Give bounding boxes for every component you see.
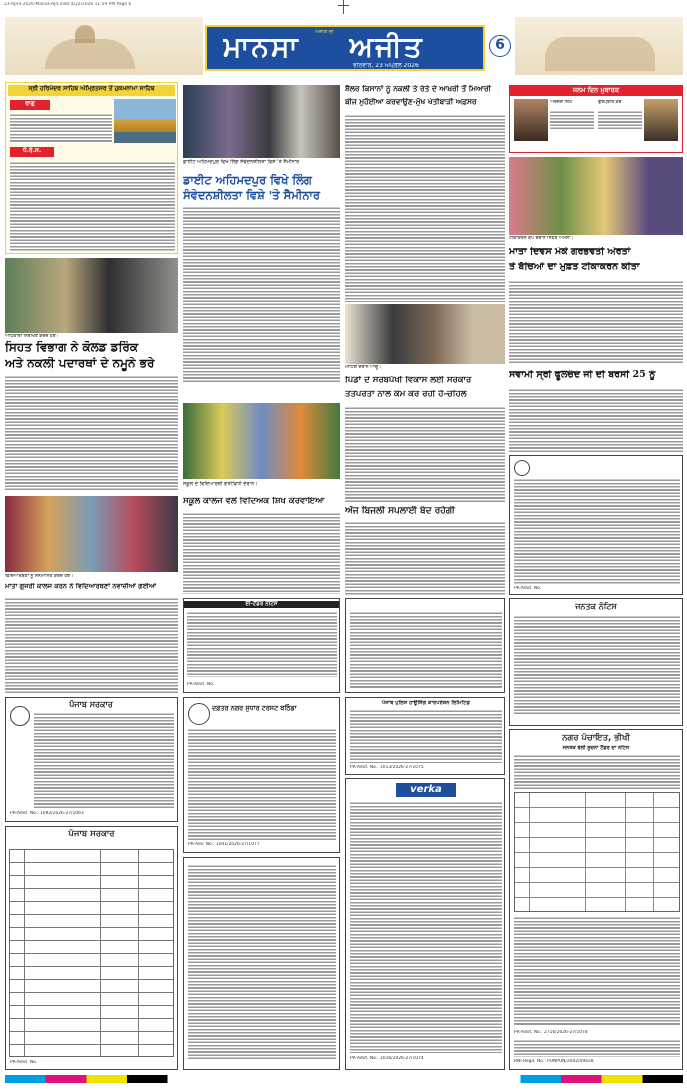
masthead xyxy=(5,17,683,75)
punjab-sarkar-title-2: ਪੰਜਾਬ ਸਰਕਾਰ xyxy=(68,829,115,839)
punjab-sarkar-body xyxy=(34,712,174,808)
power-body xyxy=(345,521,505,595)
masthead-tagline: ਅਜੀਤ ਦੀ xyxy=(315,30,334,35)
punjab-govt-emblem-icon xyxy=(10,706,30,726)
verka-logo: verka xyxy=(396,783,456,797)
punjab-sarkar-ad xyxy=(5,697,178,822)
nagar-panchayat-subtitle: ਜਨਤਕ ਬੋਲੀ ਸੂਚਨਾ ਟੈਂਡਰ ਦਾ ਨੋਟਿਸ xyxy=(562,745,630,751)
verka-ad xyxy=(345,778,505,1070)
apeal-body xyxy=(350,611,502,689)
health-headline-1: ਸਿਹਤ ਵਿਭਾਗ ਨੇ ਕੋਲਡ ਡਰਿੰਕ xyxy=(5,341,139,354)
farmers-photo xyxy=(345,304,505,364)
pr-adv-col4: PR-Advt. No. xyxy=(514,586,542,591)
officials-caption: ਅਧਿਕਾਰੀ ਨਿਰੀਖਣ ਕਰਦੇ ਹੋਏ। xyxy=(5,334,59,339)
vaccination-headline-2: ਤੇ ਬੱਚਿਆਂ ਦਾ ਮੁਫ਼ਤ ਟੀਕਾਕਰਨ ਕੀਤਾ xyxy=(509,262,640,272)
district-office-ad xyxy=(183,857,340,1070)
women-body xyxy=(5,597,178,693)
public-notice-ad xyxy=(509,598,683,726)
villages-headline-2: ਤਤਪਰਤਾ ਨਾਲ ਕੰਮ ਕਰ ਰਹੀ ਹੈ-ਚਹਿਲ xyxy=(345,390,467,399)
police-housing-body xyxy=(350,709,502,763)
pr-adv-5: PR-Advt. No.: 2716/2026-27/1078 xyxy=(514,1030,588,1035)
villages-headline-1: ਪਿੰਡਾਂ ਦੇ ਸਰਬਪੱਖੀ ਵਿਕਾਸ ਲਈ ਸਰਕਾਰ xyxy=(345,376,472,385)
pr-adv-4: PR-Advt. No.: 1016/2026-27/1074 xyxy=(350,1056,424,1061)
public-notice-body xyxy=(514,615,680,715)
verka-body xyxy=(350,801,502,1053)
slug-line: 23-April-2026-Mansa-Ajit.indd 4/22/2026 11:59 PM Page 6 xyxy=(4,2,132,7)
masthead-illustration-right xyxy=(515,17,683,75)
workshop-body xyxy=(183,206,340,382)
vaccination-body xyxy=(509,280,683,364)
apeal-ad xyxy=(345,598,505,693)
school-caption: ਸਕੂਲ ਦੇ ਵਿਦਿਆਰਥੀ ਗਤੀਵਿਧੀ ਦੌਰਾਨ। xyxy=(183,481,258,487)
power-headline: ਅੱਜ ਬਿਜਲੀ ਸਪਲਾਈ ਬੰਦ ਰਹੇਗੀ xyxy=(345,506,455,516)
women-headline: ਮਾਤਾ ਗੁਜਰੀ ਕਾਲਜ ਕਰਨ ਨੇ ਵਿਦਿਆਰਥਣਾਂ ਨਵਾਜ਼ੀਆਂ ਗਈਆਂ xyxy=(5,583,157,590)
farmers-headline-1: ਸ਼ੈਲਰ ਕਿਸਾਨਾਂ ਨੂੰ ਨਕਲੀ ਤੇ ਰੇਤੇ ਦੇ ਆਖ਼ਰੀ ਤੋਂ ਮਿਆਰੀ xyxy=(345,85,491,93)
hukamnama-title: ਸ੍ਰੀ ਹਰਿਮੰਦਰ ਸਾਹਿਬ ਅੰਮ੍ਰਿਤਸਰ ਤੋਂ ਹੁਕਮਨਾਮਾ ਸਾਹਿਬ xyxy=(8,85,175,96)
hukamnama-label-raag: ਰਾਗੁ xyxy=(10,100,50,110)
masthead-banner xyxy=(205,25,485,71)
birthday-name-2: ਗੁਰਪ੍ਰੀਤ ਕੌਰ xyxy=(598,100,622,105)
nagar-panchayat-title: ਨਗਰ ਪੰਚਾਇਤ, ਭੀਖੀ xyxy=(562,733,630,743)
rni-number: RNI Regd. No.: PUNPUN/2002/09428 xyxy=(514,1059,594,1064)
nagar-panchayat-body xyxy=(514,754,680,790)
masthead-title-left: ਮਾਨਸਾ xyxy=(223,31,300,63)
tender-notice-title: ਈ-ਟੈਂਡਰ ਨੋਟਿਸ xyxy=(184,601,339,608)
birthday-title: ਜਨਮ ਦਿਨ ਮੁਬਾਰਕ xyxy=(510,86,682,96)
vaccination-caption: ਟੀਕਾਕਰਨ ਕੈਂਪ ਦੌਰਾਨ ਸਿਹਤ ਅਮਲਾ। xyxy=(509,236,574,241)
farmers-caption: ਮੀਟਿੰਗ ਦੌਰਾਨ ਆਗੂ। xyxy=(345,365,382,370)
tender-table xyxy=(9,849,174,1057)
col4-notice-body xyxy=(514,478,680,584)
police-housing-title: ਪੰਜਾਬ ਪੁਲਿਸ ਹਾਊਸਿੰਗ ਕਾਰਪੋਰੇਸ਼ਨ ਲਿਮਿਟਿਡ xyxy=(382,700,470,706)
page-number-badge: 6 xyxy=(489,35,511,57)
trust-emblem-icon xyxy=(188,703,210,725)
hukamnama-text-2 xyxy=(10,161,175,251)
school-body xyxy=(183,512,340,594)
women-college-photo xyxy=(5,496,178,572)
school-headline: ਸਕੂਲ ਕਾਲਜ ਵਲੋਂ ਵਿਦਿਅਕ ਸ਼ਿਖ ਕਰਵਾਇਆ xyxy=(183,497,325,506)
pr-adv-3: PR-Advt. No.: 1013/2026-27/1075 xyxy=(350,765,424,770)
masthead-title-right: ਅਜੀਤ xyxy=(349,31,424,63)
officials-photo xyxy=(5,258,178,333)
pr-adv-footer-left: PR-Advt. No. xyxy=(10,1060,38,1065)
pr-adv-1: PR-Advt. No.: 1092/2026-27/1063 xyxy=(10,811,84,816)
women-college-caption: ਵਿਦਿਆਰਥਣਾਂ ਨੂੰ ਸਨਮਾਨਿਤ ਕਰਦੇ ਹੋਏ। xyxy=(5,574,74,579)
public-notice-title: ਜਨਤਕ ਨੋਟਿਸ xyxy=(575,602,617,611)
masthead-illustration-left xyxy=(5,17,203,75)
workshop-photo xyxy=(183,85,340,158)
workshop-caption: ਡਾਈਟ ਅਹਿਮਦਪੁਰ ਵਿਖੇ ਲਿੰਗ ਸੰਵੇਦਨਸ਼ੀਲਤਾ ਵਿਸ਼ੇ 'ਤੇ ਸੈਮੀਨਾਰ xyxy=(183,159,300,165)
trust-title: ਦਫ਼ਤਰ ਨਗਰ ਸੁਧਾਰ ਟਰਸਟ ਬਠਿੰਡਾ xyxy=(212,704,297,712)
punjab-sarkar-ad-2 xyxy=(5,826,178,1070)
farmers-headline-2: ਬੀਜ ਮੁਹੱਈਆ ਕਰਵਾਉਣ-ਮੁੱਖ ਖੇਤੀਬਾੜੀ ਅਫ਼ਸਰ xyxy=(345,98,477,106)
publisher-info xyxy=(514,1039,680,1057)
birthday-photo-1 xyxy=(514,99,548,141)
villages-body xyxy=(345,406,505,502)
notice-emblem-icon xyxy=(514,460,530,476)
punjab-sarkar-title: ਪੰਜਾਬ ਸਰਕਾਰ xyxy=(69,700,113,709)
police-housing-ad xyxy=(345,697,505,775)
pr-adv-col2: PR-Advt. No. xyxy=(187,682,215,687)
hukamnama-label-dho: ਧੋ.ਰੋ.ਸ. xyxy=(10,147,54,157)
tender-notice-ad xyxy=(183,598,340,693)
masthead-date: ਵੀਰਵਾਰ, 23 ਅਪ੍ਰੈਲ 2026 xyxy=(353,63,419,69)
col4-notice-ad xyxy=(509,455,683,595)
pr-adv-2: PR-Adv. No.: 1041/2026-27/1077 xyxy=(188,842,260,847)
birthday-name-1: ਅਰਸ਼ੰਸ਼ ਸਿੰਘ xyxy=(550,100,573,105)
hukamnama-text-1 xyxy=(10,113,112,143)
birthday-text-2 xyxy=(598,110,642,130)
birthday-text-1 xyxy=(550,110,594,130)
nagar-panchayat-ad xyxy=(509,729,683,1070)
nagar-panchayat-table xyxy=(514,792,680,912)
birthday-photo-2 xyxy=(644,99,678,141)
health-headline-2: ਅਤੇ ਨਕਲੀ ਪਦਾਰਥਾਂ ਦੇ ਨਮੂਨੇ ਭਰੇ xyxy=(5,357,155,370)
workshop-headline-2: ਸੰਵੇਦਨਸ਼ੀਲਤਾ ਵਿਸ਼ੇ 'ਤੇ ਸੈਮੀਨਾਰ xyxy=(183,189,320,202)
anniversary-body xyxy=(509,388,683,452)
trust-ad xyxy=(183,697,340,853)
hukamnama-box xyxy=(5,82,178,254)
workshop-headline-1: ਡਾਈਟ ਅਹਿਮਦਪੁਰ ਵਿਖੇ ਲਿੰਗ xyxy=(183,174,312,187)
vaccination-headline-1: ਮਾਤਾ ਦਿਵਸ ਮੌਕੇ ਗਰਭਵਤੀ ਔਰਤਾਂ xyxy=(509,247,631,257)
vaccination-photo xyxy=(509,157,683,235)
cmyk-bar xyxy=(5,1075,683,1083)
crop-mark xyxy=(338,5,349,6)
golden-temple-image xyxy=(114,99,176,143)
health-body xyxy=(5,375,178,492)
birthday-box xyxy=(509,85,683,153)
tender-notice-body xyxy=(187,611,337,677)
trust-body xyxy=(188,728,336,840)
anniversary-headline: ਸਵਾਮੀ ਸ੍ਰੀ ਫੂਲਚੰਦ ਜੀ ਦੀ ਬਰਸੀ 25 ਨੂੰ xyxy=(509,370,656,380)
school-photo xyxy=(183,403,340,479)
nagar-panchayat-terms xyxy=(514,916,680,1026)
farmers-body xyxy=(345,114,505,302)
district-office-body xyxy=(188,864,336,1060)
crop-mark xyxy=(343,0,344,14)
